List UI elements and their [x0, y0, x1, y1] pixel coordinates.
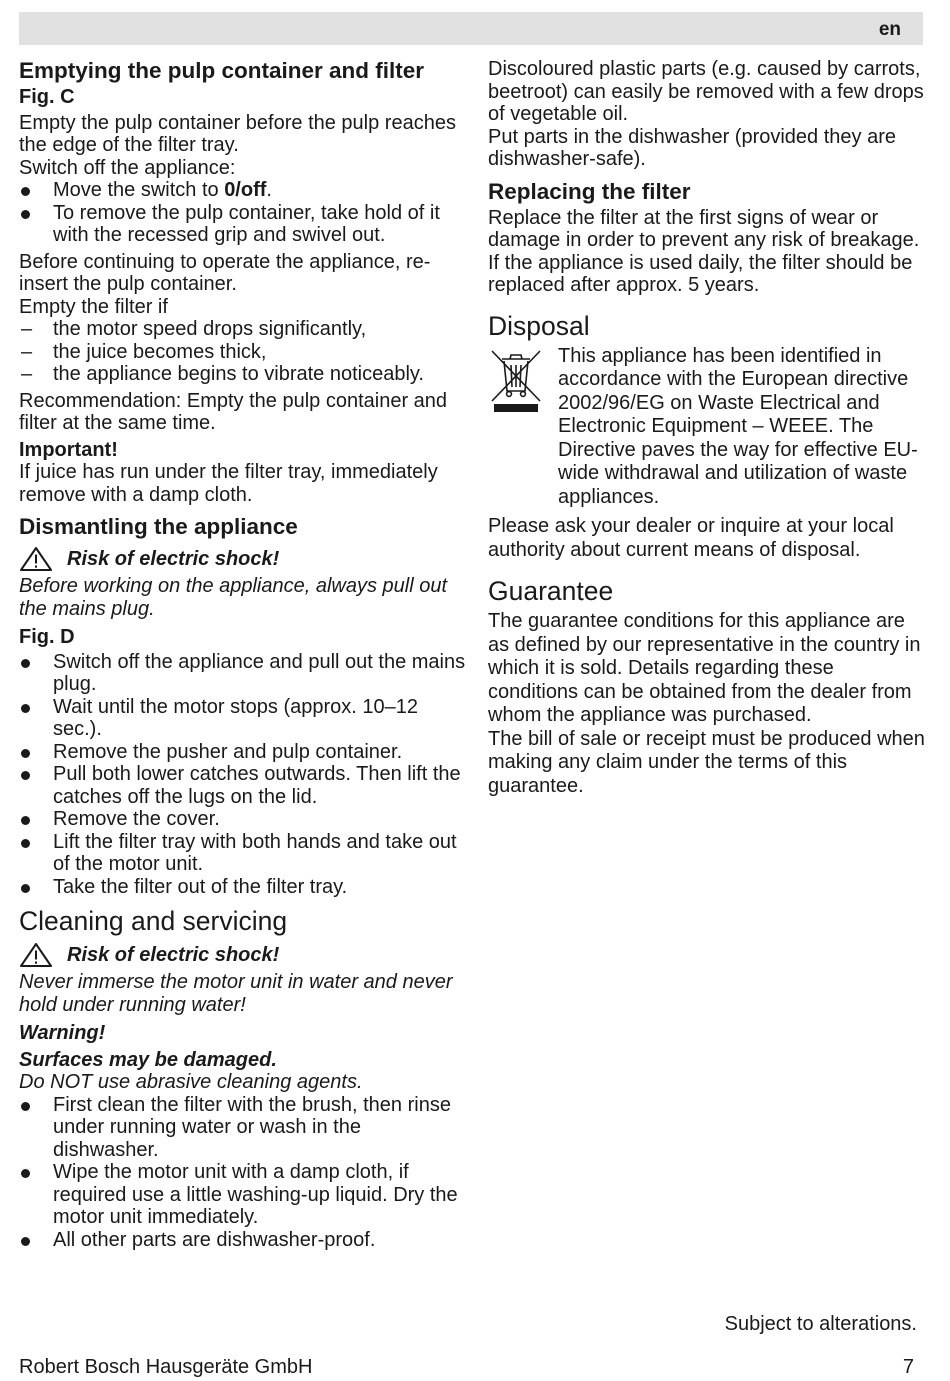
fig-label-d: Fig. D — [19, 626, 75, 648]
filter-conditions-list — [19, 318, 469, 386]
section-title-dismantling: Dismantling the appliance — [19, 514, 298, 539]
list-item: Take the filter out of the filter tray. — [19, 876, 469, 899]
cleaning-steps — [19, 1094, 469, 1252]
emptying-paragraph-4: Empty the filter if — [19, 295, 168, 318]
warning-title: Risk of electric shock! — [67, 547, 280, 570]
list-item: – the juice becomes thick, — [19, 341, 469, 364]
warning-label: Warning! — [19, 1022, 106, 1044]
list-item: Pull both lower catches outwards. Then lift the catches off the lugs on the lid. — [19, 763, 469, 808]
list-item: – the appliance begins to vibrate noticeably. — [19, 363, 469, 386]
warning-row — [19, 942, 469, 968]
section-title-replacing: Replacing the filter — [488, 178, 691, 204]
section-title-guarantee: Guarantee — [488, 576, 614, 606]
warning-text: Never immerse the motor unit in water and never hold under running water! — [19, 971, 453, 1016]
discoloured-text: Discoloured plastic parts (e.g. caused by carrots, beetroot) can easily be removed with a few drops of vegetable oil. — [488, 58, 924, 125]
language-bar — [19, 12, 923, 45]
weee-block — [488, 345, 928, 510]
list-item: – the motor speed drops significantly, — [19, 318, 469, 341]
page-number: 7 — [902, 1356, 914, 1378]
recommendation-text: Recommendation: Empty the pulp container and filter at the same time. — [19, 389, 448, 434]
weee-text: This appliance has been identified in accordance with the European directive 2002/96/EG on Waste Electrical and Electronic Equipment – WEEE. The Directive paves the way for effective EU-wide withdrawal and utilization of waste appliances. — [558, 344, 918, 508]
important-text: If juice has run under the filter tray, immediately remove with a damp cloth. — [19, 461, 438, 506]
emptying-paragraph-1: Empty the pulp container before the pulp reaches the edge of the filter tray. — [19, 111, 456, 156]
guarantee-paragraph-2: The bill of sale or receipt must be produced when making any claim under the terms of this guarantee. — [488, 727, 925, 797]
surfaces-warning: Surfaces may be damaged. — [19, 1048, 277, 1071]
list-item: First clean the filter with the brush, then rinse under running water or wash in the dishwasher. — [19, 1094, 469, 1162]
warning-triangle-icon — [19, 942, 53, 968]
warning-title: Risk of electric shock! — [67, 943, 280, 966]
left-column — [19, 58, 469, 1251]
list-item: Remove the cover. — [19, 808, 469, 831]
list-item: To remove the pulp container, take hold of it with the recessed grip and swivel out. — [19, 202, 469, 247]
language-label: en — [878, 19, 901, 40]
fig-label-c: Fig. C — [19, 86, 75, 108]
weee-bin-icon — [488, 345, 558, 510]
section-title-cleaning: Cleaning and servicing — [19, 906, 288, 936]
list-item: Remove the pusher and pulp container. — [19, 741, 469, 764]
list-item: Wait until the motor stops (approx. 10–12 sec.). — [19, 696, 469, 741]
warning-text: Before working on the appliance, always pull out the mains plug. — [19, 575, 448, 620]
list-item: Lift the filter tray with both hands and take out of the motor unit. — [19, 831, 469, 876]
disposal-dealer-text: Please ask your dealer or inquire at your local authority about current means of disposal. — [488, 515, 894, 561]
abrasive-warning: Do NOT use abrasive cleaning agents. — [19, 1071, 363, 1093]
list-item: All other parts are dishwasher-proof. — [19, 1229, 469, 1252]
emptying-bullets — [19, 179, 469, 247]
warning-row — [19, 546, 469, 572]
footer-company: Robert Bosch Hausgeräte GmbH — [19, 1356, 313, 1378]
important-label: Important! — [19, 438, 118, 461]
emptying-paragraph-2: Switch off the appliance: — [19, 156, 236, 179]
right-column — [488, 58, 928, 798]
list-item: Wipe the motor unit with a damp cloth, if required use a little washing-up liquid. Dry the motor unit immediately. — [19, 1161, 469, 1229]
section-title-disposal: Disposal — [488, 310, 590, 341]
section-title-emptying: Emptying the pulp container and filter — [19, 58, 425, 83]
list-item: Move the switch to 0/off. — [19, 179, 469, 202]
dishwasher-text: Put parts in the dishwasher (provided they are dishwasher-safe). — [488, 125, 896, 170]
subject-to-alterations: Subject to alterations. — [724, 1313, 917, 1335]
guarantee-paragraph-1: The guarantee conditions for this appliance are as defined by our representative in the country in which it is sold. Details regarding these conditions can be obtained from the dealer from whom the appliance was purchased. — [488, 610, 921, 726]
list-item: Switch off the appliance and pull out the mains plug. — [19, 651, 469, 696]
dismantling-steps — [19, 651, 469, 899]
warning-triangle-icon — [19, 546, 53, 572]
emptying-paragraph-3: Before continuing to operate the appliance, re-insert the pulp container. — [19, 250, 431, 295]
replacing-text: Replace the filter at the first signs of wear or damage in order to prevent any risk of breakage. If the appliance is used daily, the filter should be replaced after approx. 5 years. — [488, 206, 920, 296]
